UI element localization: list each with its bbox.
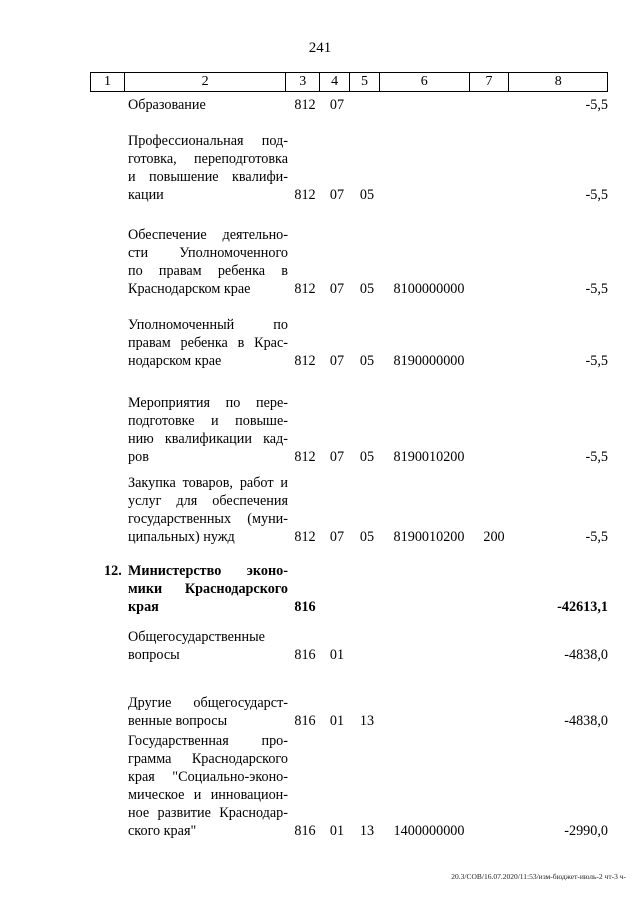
cell-c4: 01 <box>329 713 345 729</box>
cell-c5: 05 <box>359 529 375 545</box>
header-col-1: 1 <box>91 73 125 91</box>
row-name <box>128 394 288 466</box>
cell-c8: -2990,0 <box>564 823 608 839</box>
header-col-5: 5 <box>350 73 380 91</box>
row-name <box>128 628 288 664</box>
cell-c4: 07 <box>329 449 345 465</box>
row-name-line: Краснодарском крае <box>128 281 251 297</box>
cell-c3: 812 <box>294 187 316 203</box>
cell-c3: 812 <box>294 97 316 113</box>
cell-c6: 8100000000 <box>393 281 465 297</box>
row-name-line: государственных (муни- <box>128 511 288 527</box>
row-name-line: кации <box>128 187 164 203</box>
cell-c6: 8190000000 <box>393 353 465 369</box>
cell-c7: 200 <box>483 529 505 545</box>
row-name-line: правам ребенка в Крас- <box>128 335 288 351</box>
cell-c3: 816 <box>294 599 316 615</box>
cell-c3: 812 <box>294 529 316 545</box>
document-footer: 20.3/СОВ/16.07.2020/11:53/изм-бюджет-июль-2 чт-3 ч- <box>451 872 626 881</box>
row-name-line: сти Уполномоченного <box>128 245 288 261</box>
cell-c3: 816 <box>294 647 316 663</box>
row-name <box>128 474 288 546</box>
row-name-line: ров <box>128 449 149 465</box>
cell-c5: 05 <box>359 281 375 297</box>
cell-c8: -5,5 <box>585 353 608 369</box>
row-name-line: ципальных) нужд <box>128 529 235 545</box>
row-name <box>128 96 288 114</box>
cell-c5: 13 <box>359 713 375 729</box>
cell-c4: 01 <box>329 823 345 839</box>
row-name-line: по правам ребенка в <box>128 263 288 279</box>
cell-c3: 812 <box>294 281 316 297</box>
cell-c8: -5,5 <box>585 97 608 113</box>
cell-c8: -5,5 <box>585 449 608 465</box>
row-name-line: Уполномоченный по <box>128 317 288 333</box>
cell-c5: 05 <box>359 187 375 203</box>
row-name <box>128 316 288 370</box>
row-name-line: нию квалификации кад- <box>128 431 288 447</box>
cell-c3: 812 <box>294 449 316 465</box>
cell-c4: 01 <box>329 647 345 663</box>
cell-c4: 07 <box>329 529 345 545</box>
row-name-line: нодарском крае <box>128 353 222 369</box>
row-name-line: ского края" <box>128 823 197 839</box>
header-col-2: 2 <box>125 73 286 91</box>
header-col-8: 8 <box>554 74 562 89</box>
cell-c4: 07 <box>329 281 345 297</box>
cell-c4: 07 <box>329 187 345 203</box>
row-name-line: Министерство эконо- <box>128 563 288 579</box>
cell-c6: 1400000000 <box>393 823 465 839</box>
row-name-line: грамма Краснодарского <box>128 751 288 767</box>
row-name <box>128 132 288 204</box>
cell-c6: 8190010200 <box>393 529 465 545</box>
table-header <box>90 72 608 92</box>
cell-c5: 13 <box>359 823 375 839</box>
row-name-line: подготовке и повыше- <box>128 413 288 429</box>
row-name-line: Другие общегосударст- <box>128 695 288 711</box>
row-name-line: мики Краснодарского <box>128 581 288 597</box>
row-name-line: Закупка товаров, работ и <box>128 475 288 491</box>
header-col-4: 4 <box>320 73 350 91</box>
cell-c3: 816 <box>294 823 316 839</box>
row-number: 12. <box>104 563 122 579</box>
row-name-line: края <box>128 599 159 615</box>
row-name-line: края "Социально-эконо- <box>128 769 288 785</box>
cell-c5: 05 <box>359 449 375 465</box>
row-name-line: готовка, переподготовка <box>128 151 288 167</box>
cell-c4: 07 <box>329 353 345 369</box>
cell-c8: -5,5 <box>585 281 608 297</box>
cell-c8: -5,5 <box>585 529 608 545</box>
row-name <box>128 226 288 298</box>
row-name-line: Профессиональная под- <box>128 133 288 149</box>
cell-c8: -5,5 <box>585 187 608 203</box>
row-name-line: Образование <box>128 97 206 113</box>
cell-c8: -4838,0 <box>564 647 608 663</box>
row-name-line: услуг для обеспечения <box>128 493 288 509</box>
header-col-3: 3 <box>286 73 320 91</box>
row-name <box>128 694 288 730</box>
row-name-line: венные вопросы <box>128 713 228 729</box>
row-name-line: Общегосударственные <box>128 629 265 645</box>
cell-c8: -42613,1 <box>557 599 608 615</box>
cell-c3: 812 <box>294 353 316 369</box>
header-col-7: 7 <box>470 73 510 91</box>
page-number: 241 <box>308 40 332 56</box>
row-name <box>128 732 288 840</box>
cell-c6: 8190010200 <box>393 449 465 465</box>
cell-c4: 07 <box>329 97 345 113</box>
header-col-6: 6 <box>380 73 470 91</box>
row-name-line: Обеспечение деятельно- <box>128 227 288 243</box>
row-name-line: Государственная про- <box>128 733 288 749</box>
row-name-line: ное развитие Краснодар- <box>128 805 288 821</box>
row-name-line: Мероприятия по пере- <box>128 395 288 411</box>
row-name <box>128 562 288 616</box>
cell-c3: 816 <box>294 713 316 729</box>
cell-c5: 05 <box>359 353 375 369</box>
row-name-line: и повышение квалифи- <box>128 169 288 185</box>
row-name-line: мическое и инновацион- <box>128 787 288 803</box>
row-name-line: вопросы <box>128 647 180 663</box>
cell-c8: -4838,0 <box>564 713 608 729</box>
